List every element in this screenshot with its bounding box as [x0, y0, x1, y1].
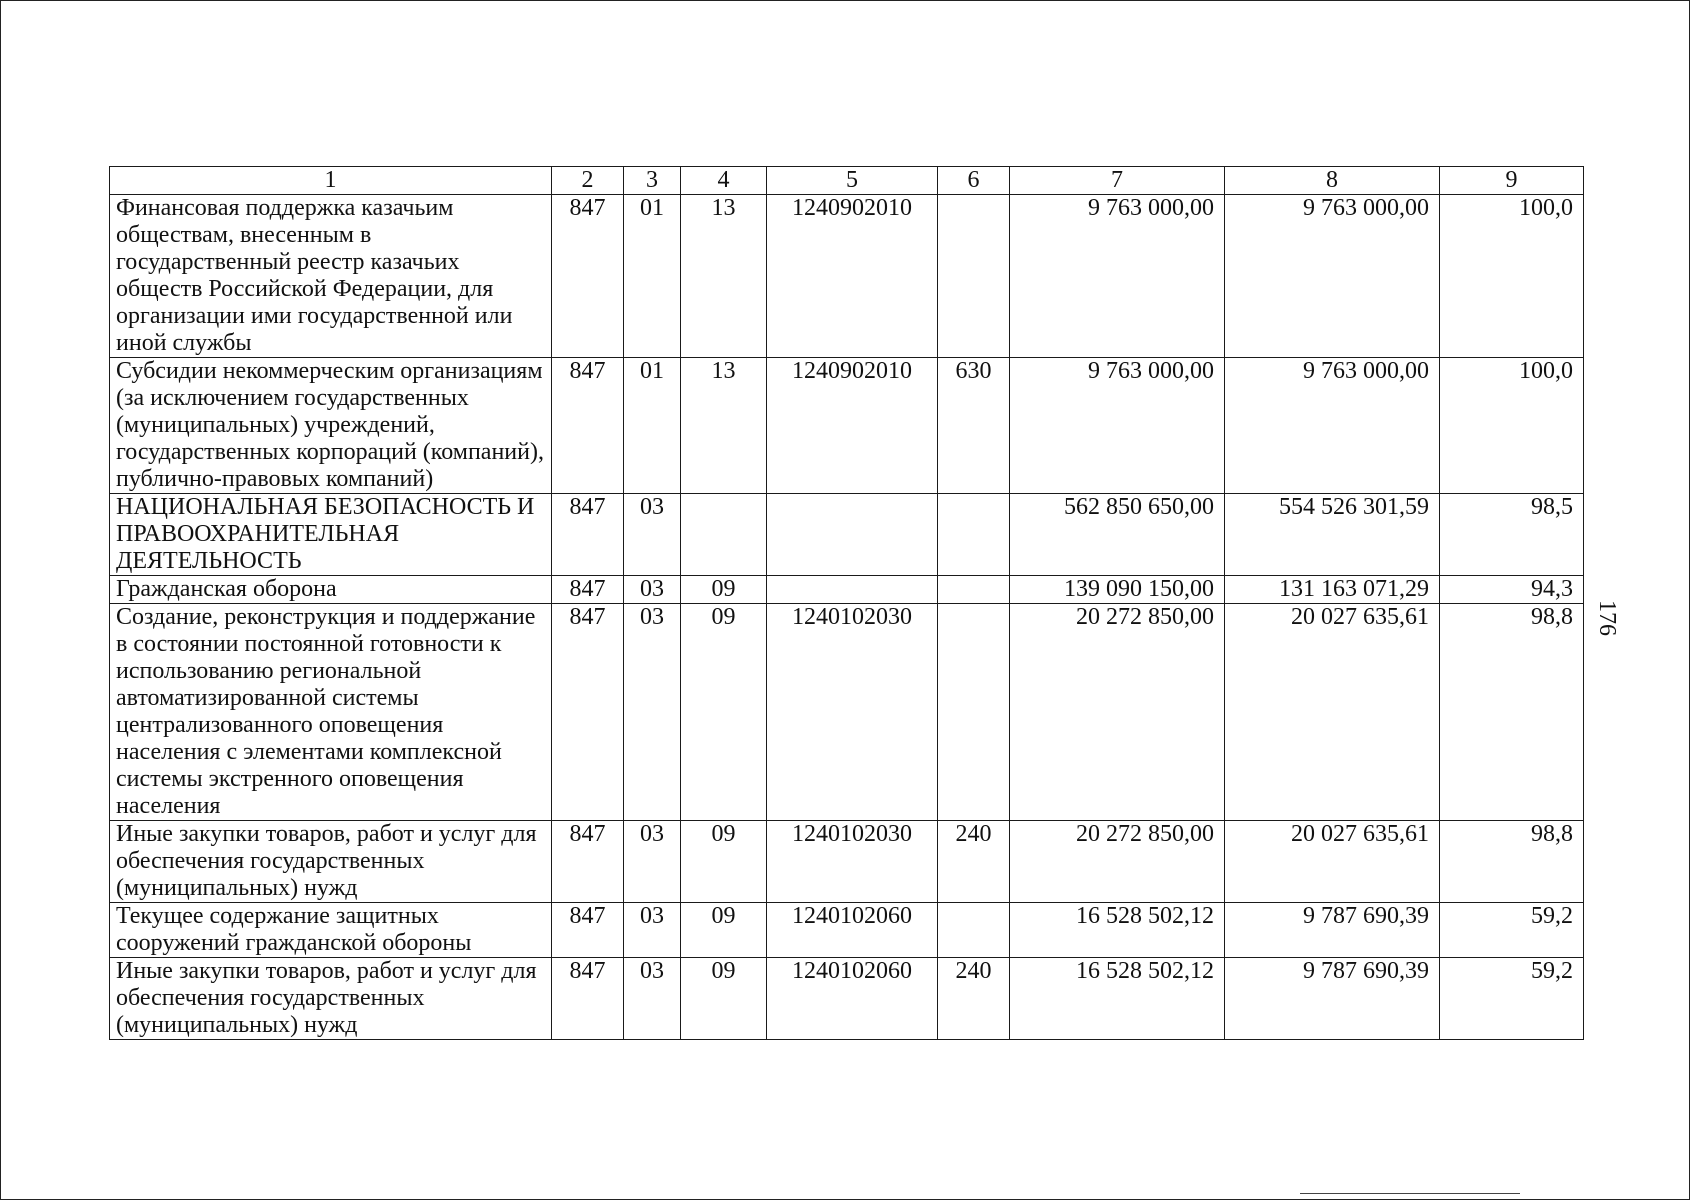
row-c6: [938, 604, 1010, 821]
row-c2: 847: [552, 494, 624, 576]
row-c8: 554 526 301,59: [1225, 494, 1440, 576]
header-col-3: 3: [624, 167, 681, 195]
row-c6: 630: [938, 358, 1010, 494]
row-c4: 09: [681, 576, 767, 604]
row-c7: 139 090 150,00: [1010, 576, 1225, 604]
row-c4: 09: [681, 821, 767, 903]
header-col-6: 6: [938, 167, 1010, 195]
header-col-8: 8: [1225, 167, 1440, 195]
row-c9: 59,2: [1440, 958, 1584, 1040]
row-c6: [938, 494, 1010, 576]
row-c8: 9 787 690,39: [1225, 958, 1440, 1040]
header-col-7: 7: [1010, 167, 1225, 195]
row-c6: [938, 903, 1010, 958]
row-c5: 1240102060: [767, 903, 938, 958]
row-c4: 13: [681, 195, 767, 358]
row-c3: 03: [624, 903, 681, 958]
header-col-1: 1: [110, 167, 552, 195]
budget-table: [109, 166, 1584, 1040]
row-c7: 20 272 850,00: [1010, 604, 1225, 821]
row-c7: 16 528 502,12: [1010, 903, 1225, 958]
row-c2: 847: [552, 821, 624, 903]
row-c9: 94,3: [1440, 576, 1584, 604]
table-row: [110, 958, 1584, 1040]
row-c7: 16 528 502,12: [1010, 958, 1225, 1040]
row-name: НАЦИОНАЛЬНАЯ БЕЗОПАСНОСТЬ И ПРАВООХРАНИТЕЛЬНАЯ ДЕЯТЕЛЬНОСТЬ: [110, 494, 552, 576]
page-number: 176: [1594, 600, 1620, 636]
row-c4: 09: [681, 958, 767, 1040]
row-c3: 01: [624, 358, 681, 494]
header-col-9: 9: [1440, 167, 1584, 195]
row-c3: 03: [624, 576, 681, 604]
row-c5: 1240902010: [767, 195, 938, 358]
row-c9: 98,5: [1440, 494, 1584, 576]
row-c9: 98,8: [1440, 604, 1584, 821]
row-c8: 9 763 000,00: [1225, 195, 1440, 358]
row-c2: 847: [552, 604, 624, 821]
row-c7: 562 850 650,00: [1010, 494, 1225, 576]
row-c5: [767, 576, 938, 604]
row-c9: 98,8: [1440, 821, 1584, 903]
row-c5: 1240102030: [767, 604, 938, 821]
row-c5: [767, 494, 938, 576]
header-col-2: 2: [552, 167, 624, 195]
row-c3: 03: [624, 958, 681, 1040]
row-c3: 01: [624, 195, 681, 358]
row-c4: 09: [681, 903, 767, 958]
table-row: [110, 903, 1584, 958]
row-name: Финансовая поддержка казачьим обществам, внесенным в государственный реестр казачьих обществ Российской Федерации, для организации ими государственной или иной службы: [110, 195, 552, 358]
table-row: [110, 821, 1584, 903]
row-c2: 847: [552, 576, 624, 604]
row-c4: 13: [681, 358, 767, 494]
row-c3: 03: [624, 821, 681, 903]
row-c5: 1240902010: [767, 358, 938, 494]
row-c7: 9 763 000,00: [1010, 358, 1225, 494]
row-c5: 1240102060: [767, 958, 938, 1040]
row-c9: 100,0: [1440, 358, 1584, 494]
table-row: [110, 494, 1584, 576]
row-c2: 847: [552, 958, 624, 1040]
row-c8: 20 027 635,61: [1225, 604, 1440, 821]
row-c3: 03: [624, 604, 681, 821]
row-c8: 131 163 071,29: [1225, 576, 1440, 604]
row-name: Создание, реконструкция и поддержание в состоянии постоянной готовности к использованию региональной автоматизированной системы централизованного оповещения населения с элементами комплексной системы экстренного оповещения населения: [110, 604, 552, 821]
row-c4: [681, 494, 767, 576]
row-c6: [938, 576, 1010, 604]
row-c8: 20 027 635,61: [1225, 821, 1440, 903]
row-c6: [938, 195, 1010, 358]
row-c7: 9 763 000,00: [1010, 195, 1225, 358]
table-row: [110, 195, 1584, 358]
table-row: [110, 604, 1584, 821]
header-col-5: 5: [767, 167, 938, 195]
row-name: Субсидии некоммерческим организациям (за исключением государственных (муниципальных) учреждений, государственных корпораций (компаний), публично-правовых компаний): [110, 358, 552, 494]
row-c9: 100,0: [1440, 195, 1584, 358]
table-row: [110, 576, 1584, 604]
row-c2: 847: [552, 903, 624, 958]
row-c2: 847: [552, 195, 624, 358]
header-col-4: 4: [681, 167, 767, 195]
row-name: Гражданская оборона: [110, 576, 552, 604]
row-c6: 240: [938, 821, 1010, 903]
row-name: Иные закупки товаров, работ и услуг для обеспечения государственных (муниципальных) нужд: [110, 821, 552, 903]
table-row: [110, 358, 1584, 494]
row-name: Текущее содержание защитных сооружений гражданской обороны: [110, 903, 552, 958]
bottom-rule: [1300, 1193, 1520, 1194]
row-name: Иные закупки товаров, работ и услуг для обеспечения государственных (муниципальных) нужд: [110, 958, 552, 1040]
header-row: [110, 167, 1584, 195]
row-c5: 1240102030: [767, 821, 938, 903]
row-c9: 59,2: [1440, 903, 1584, 958]
row-c6: 240: [938, 958, 1010, 1040]
row-c8: 9 787 690,39: [1225, 903, 1440, 958]
row-c3: 03: [624, 494, 681, 576]
row-c8: 9 763 000,00: [1225, 358, 1440, 494]
row-c7: 20 272 850,00: [1010, 821, 1225, 903]
row-c4: 09: [681, 604, 767, 821]
row-c2: 847: [552, 358, 624, 494]
